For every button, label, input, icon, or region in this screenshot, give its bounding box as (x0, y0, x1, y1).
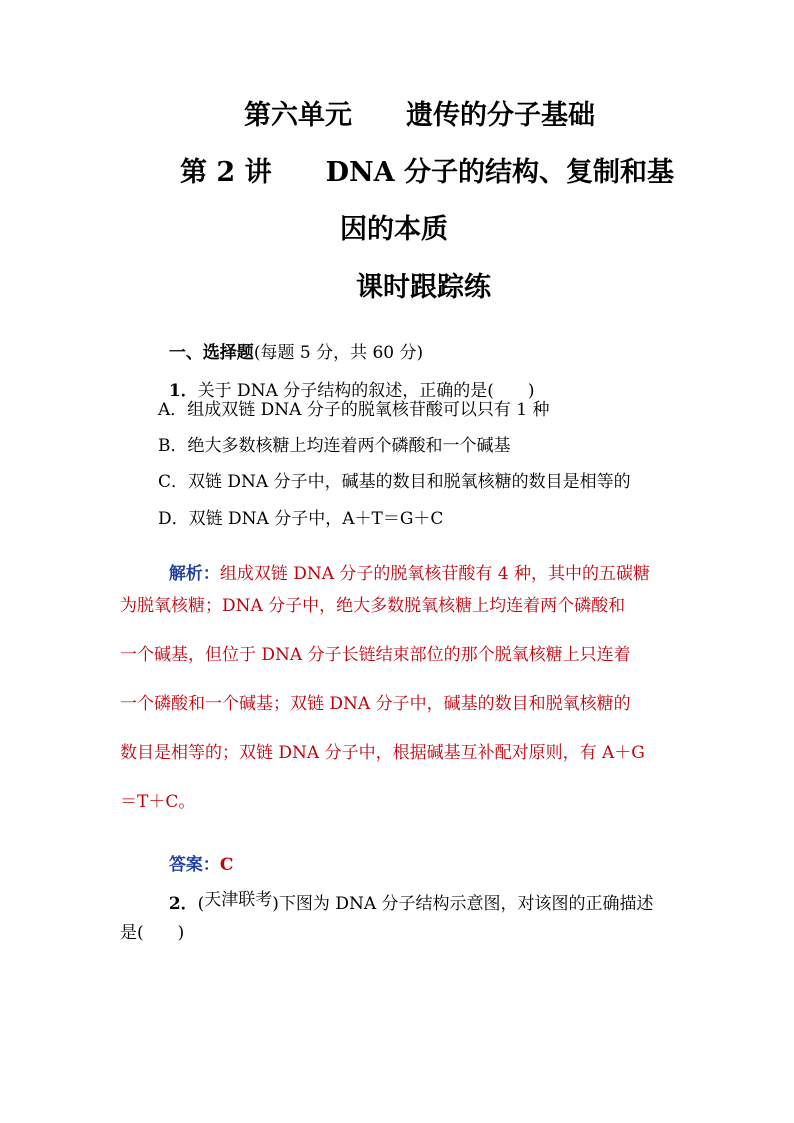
question-1-stem (158, 366, 535, 400)
lecture-title-line2: 因的本质 (340, 214, 448, 245)
answer-label: 答案： (168, 855, 220, 875)
question-2-close-paren: ) (272, 894, 279, 914)
analysis-line-4: 一个磷酸和一个碱基；双链 DNA 分子中，碱基的数目和脱氧核糖的 (120, 694, 631, 714)
section-heading (158, 328, 423, 362)
question-2-number: 2． (168, 894, 198, 914)
question-1-text: 关于 DNA 分子结构的叙述，正确的是( ) (197, 381, 535, 401)
analysis-line-1 (158, 549, 714, 583)
section-heading-note: (每题 5 分，共 60 分) (253, 343, 424, 363)
question-2-stem-line1 (158, 879, 654, 913)
unit-title: 第六单元 遗传的分子基础 (244, 100, 595, 131)
question-2-source: 天津联考 (204, 890, 273, 910)
answer-value: C (219, 855, 234, 875)
question-1-option-a: A．组成双链 DNA 分子的脱氧核苷酸可以只有 1 种 (158, 400, 550, 420)
answer-line (158, 840, 233, 874)
analysis-line-6: ＝T＋C。 (120, 792, 196, 812)
analysis-label: 解析： (168, 564, 220, 584)
section-heading-label: 一、选择题 (168, 343, 254, 363)
analysis-text-1: 组成双链 DNA 分子的脱氧核苷酸有 4 种，其中的五碳糖 (219, 564, 651, 584)
practice-title: 课时跟踪练 (356, 272, 491, 303)
question-2-text: 下图为 DNA 分子结构示意图，对该图的正确描述 (278, 894, 654, 914)
question-1-option-b: B．绝大多数核糖上均连着两个磷酸和一个碱基 (158, 436, 511, 456)
analysis-line-5: 数目是相等的；双链 DNA 分子中，根据碱基互补配对原则，有 A＋G (120, 743, 645, 763)
analysis-line-2: 为脱氧核糖；DNA 分子中，绝大多数脱氧核糖上均连着两个磷酸和 (120, 596, 626, 616)
question-1-option-d: D．双链 DNA 分子中，A＋T＝G＋C (158, 509, 444, 529)
analysis-line-3: 一个碱基，但位于 DNA 分子长链结束部位的那个脱氧核糖上只连着 (120, 645, 631, 665)
question-1-number: 1． (168, 381, 198, 401)
lecture-title-line1: 第 2 讲 DNA 分子的结构、复制和基 (180, 157, 675, 188)
question-2-open-paren: ( (197, 894, 205, 914)
question-2-stem-line2: 是( ) (120, 923, 185, 943)
question-1-option-c: C．双链 DNA 分子中，碱基的数目和脱氧核糖的数目是相等的 (158, 472, 631, 492)
